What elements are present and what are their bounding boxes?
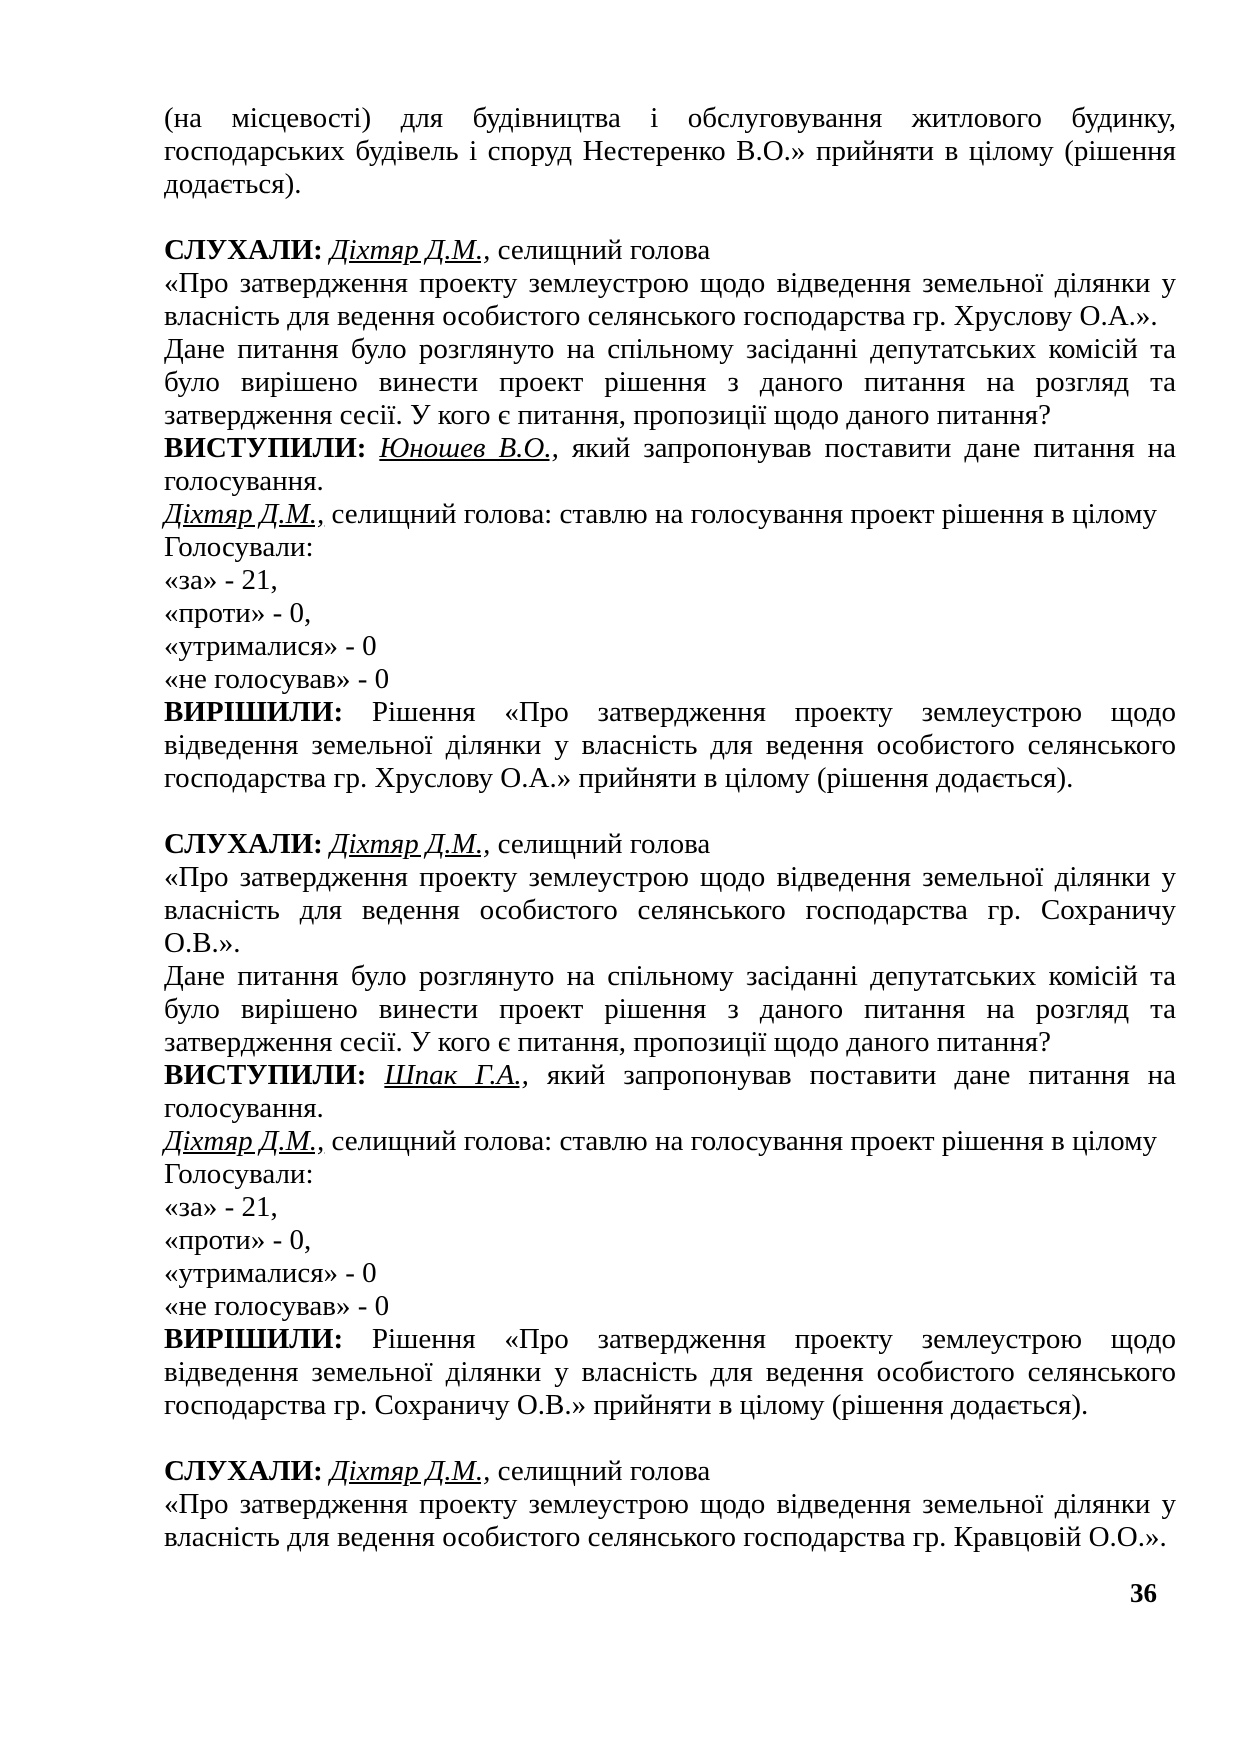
heard-line [164, 234, 1176, 267]
text-line: відведення земельної ділянки у власність для ведення особистого селянського [164, 1356, 1176, 1388]
spoke-line [164, 432, 1176, 465]
vote-against: «проти» - 0, [164, 597, 312, 629]
decided-label: ВИРІШИЛИ: [164, 1323, 344, 1355]
text-line: власність для ведення особистого селянського господарства гр. Сохраничу [164, 894, 1176, 926]
chair-name: Діхтяр Д.М., [164, 1125, 325, 1157]
heard-label: СЛУХАЛИ: [164, 234, 323, 266]
chair-name: Діхтяр Д.М., [164, 498, 325, 530]
text-line: Дане питання було розглянуто на спільному засіданні депутатських комісій та [164, 333, 1176, 365]
text-line: відведення земельної ділянки у власність для ведення особистого селянського [164, 729, 1176, 761]
page-number: 36 [1130, 1578, 1157, 1608]
decided-line [164, 696, 1176, 729]
text-line: затвердження сесії. У кого є питання, пропозиції щодо даного питання? [164, 399, 1051, 431]
text-line: Дане питання було розглянуто на спільному засіданні депутатських комісій та [164, 960, 1176, 992]
proposal-text: який запропонував поставити дане питання на [528, 1059, 1176, 1091]
speaker-name: Юношев В.О., [379, 432, 559, 464]
vote-abstained: «утрималися» - 0 [164, 1257, 377, 1289]
decided-label: ВИРІШИЛИ: [164, 696, 344, 728]
voted-label: Голосували: [164, 1158, 314, 1190]
vote-for: «за» - 21, [164, 1191, 278, 1223]
text-line: (на місцевості) для будівництва і обслуговування житлового будинку, [164, 102, 1176, 134]
heard-line [164, 1455, 1176, 1488]
heard-label: СЛУХАЛИ: [164, 828, 323, 860]
text-line: О.В.». [164, 927, 241, 959]
decision-text: Рішення «Про затвердження проекту землеустрою щодо [343, 696, 1176, 728]
text-line: власність для ведення особистого селянського господарства гр. Хруслову О.А.». [164, 300, 1158, 332]
chair-role: селищний голова [490, 828, 711, 860]
spoke-label: ВИСТУПИЛИ: [164, 432, 367, 464]
text-line: власність для ведення особистого селянського господарства гр. Кравцовій О.О.». [164, 1521, 1167, 1553]
text-line: додається). [164, 168, 302, 200]
text-line: було вирішено винести проект рішення з даного питання на розгляд та [164, 993, 1176, 1025]
spoke-line [164, 1059, 1176, 1092]
chair-role: селищний голова [490, 1455, 711, 1487]
voted-label: Голосували: [164, 531, 314, 563]
text-line: було вирішено винести проект рішення з даного питання на розгляд та [164, 366, 1176, 398]
chair-name: Діхтяр Д.М., [330, 828, 491, 860]
text-line: «Про затвердження проекту землеустрою щодо відведення земельної ділянки у [164, 1488, 1176, 1520]
chair-role: селищний голова [490, 234, 711, 266]
decision-text: Рішення «Про затвердження проекту землеустрою щодо [343, 1323, 1176, 1355]
heard-label: СЛУХАЛИ: [164, 1455, 323, 1487]
text-line: «Про затвердження проекту землеустрою щодо відведення земельної ділянки у [164, 267, 1176, 299]
spoke-label: ВИСТУПИЛИ: [164, 1059, 367, 1091]
chair-name: Діхтяр Д.М., [330, 1455, 491, 1487]
speaker-name: Шпак Г.А., [384, 1059, 529, 1091]
text-line: затвердження сесії. У кого є питання, пропозиції щодо даного питання? [164, 1026, 1051, 1058]
chair-vote-line [164, 498, 1176, 531]
text-line: «Про затвердження проекту землеустрою щодо відведення земельної ділянки у [164, 861, 1176, 893]
vote-for: «за» - 21, [164, 564, 278, 596]
text-line: господарства гр. Сохраничу О.В.» прийняти в цілому (рішення додається). [164, 1389, 1089, 1421]
chair-vote-line [164, 1125, 1176, 1158]
chair-vote-text: селищний голова: ставлю на голосування проект рішення в цілому [324, 1125, 1157, 1157]
proposal-text: який запропонував поставити дане питання на [558, 432, 1176, 464]
vote-abstained: «утрималися» - 0 [164, 630, 377, 662]
vote-not-voted: «не голосував» - 0 [164, 663, 390, 695]
text-line: господарських будівель і споруд Нестеренко В.О.» прийняти в цілому (рішення [164, 135, 1176, 167]
vote-against: «проти» - 0, [164, 1224, 312, 1256]
text-line: господарства гр. Хруслову О.А.» прийняти в цілому (рішення додається). [164, 762, 1074, 794]
vote-not-voted: «не голосував» - 0 [164, 1290, 390, 1322]
chair-name: Діхтяр Д.М., [330, 234, 491, 266]
chair-vote-text: селищний голова: ставлю на голосування проект рішення в цілому [324, 498, 1157, 530]
decided-line [164, 1323, 1176, 1356]
text-line: голосування. [164, 1092, 324, 1124]
document-page [164, 102, 1176, 1554]
text-line: голосування. [164, 465, 324, 497]
heard-line [164, 828, 1176, 861]
